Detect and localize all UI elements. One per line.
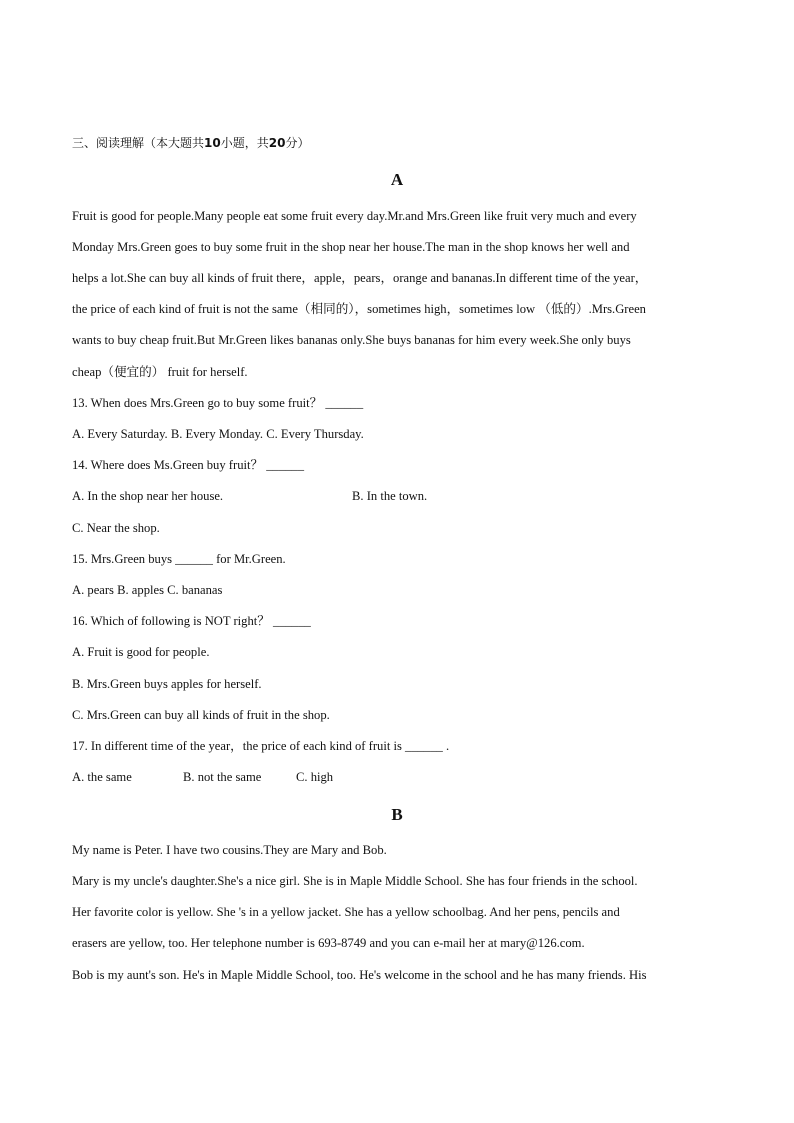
passage-b-line: Her favorite color is yellow. She 's in a yellow jacket. She has a yellow schoolbag. And her pens, pencils and [72, 905, 620, 919]
question-14-options-row [72, 488, 722, 504]
passage-b-heading: B [391, 805, 403, 824]
passage-b-line: Bob is my aunt's son. He's in Maple Middle School, too. He's welcome in the school and he has many friends. His [72, 968, 647, 982]
question-14-stem: 14. Where does Ms.Green buy fruit？ ______ [72, 458, 305, 472]
question-17-option-c: C. high [296, 770, 334, 784]
passage-a-line: the price of each kind of fruit is not the same（相同的），sometimes high，sometimes low （低的）.Mrs.Green [72, 302, 646, 316]
question-17-option-a: A. the same [72, 770, 132, 784]
total-points: 20 [268, 136, 286, 150]
passage-a-line: helps a lot.She can buy all kinds of fruit there，apple，pears，orange and bananas.In different time of the year， [72, 271, 648, 285]
passage-a-line: cheap（便宜的） fruit for herself. [72, 365, 248, 379]
passage-b-line: My name is Peter. I have two cousins.They are Mary and Bob. [72, 843, 387, 857]
passage-a-line: Monday Mrs.Green goes to buy some fruit in the shop near her house.The man in the shop knows her well and [72, 240, 630, 254]
question-16-option-b: B. Mrs.Green buys apples for herself. [72, 677, 262, 691]
passage-a-heading: A [390, 170, 404, 189]
passage-a-line: Fruit is good for people.Many people eat some fruit every day.Mr.and Mrs.Green like fruit very much and every [72, 209, 637, 223]
section-header-suffix: 分） [285, 136, 310, 150]
question-16-option-c: C. Mrs.Green can buy all kinds of fruit in the shop. [72, 708, 330, 722]
passage-a-line: wants to buy cheap fruit.But Mr.Green likes bananas only.She buys bananas for him every week.She only buys [72, 333, 631, 347]
question-17-option-b: B. not the same [183, 770, 262, 784]
question-13-options: A. Every Saturday. B. Every Monday. C. Every Thursday. [72, 427, 364, 441]
question-16-option-a: A. Fruit is good for people. [72, 645, 210, 659]
section-header-prefix: 三、阅读理解（本大题共 [72, 136, 205, 150]
passage-b-line: erasers are yellow, too. Her telephone number is 693-8749 and you can e-mail her at mary@126.com. [72, 936, 585, 950]
question-14-option-c: C. Near the shop. [72, 521, 160, 535]
question-15-stem: 15. Mrs.Green buys ______ for Mr.Green. [72, 552, 286, 566]
question-14-option-b: B. In the town. [352, 489, 428, 503]
section-header [72, 135, 309, 151]
passage-b-line: Mary is my uncle's daughter.She's a nice girl. She is in Maple Middle School. She has four friends in the school. [72, 874, 638, 888]
question-17-stem: 17. In different time of the year，the price of each kind of fruit is ______ . [72, 739, 450, 753]
question-14-option-a: A. In the shop near her house. [72, 489, 224, 503]
question-16-stem: 16. Which of following is NOT right？ ______ [72, 614, 311, 628]
section-header-mid: 小题，共 [220, 136, 269, 150]
question-15-options: A. pears B. apples C. bananas [72, 583, 223, 597]
question-13-stem: 13. When does Mrs.Green go to buy some fruit？ ______ [72, 396, 364, 410]
question-count: 10 [204, 136, 221, 150]
